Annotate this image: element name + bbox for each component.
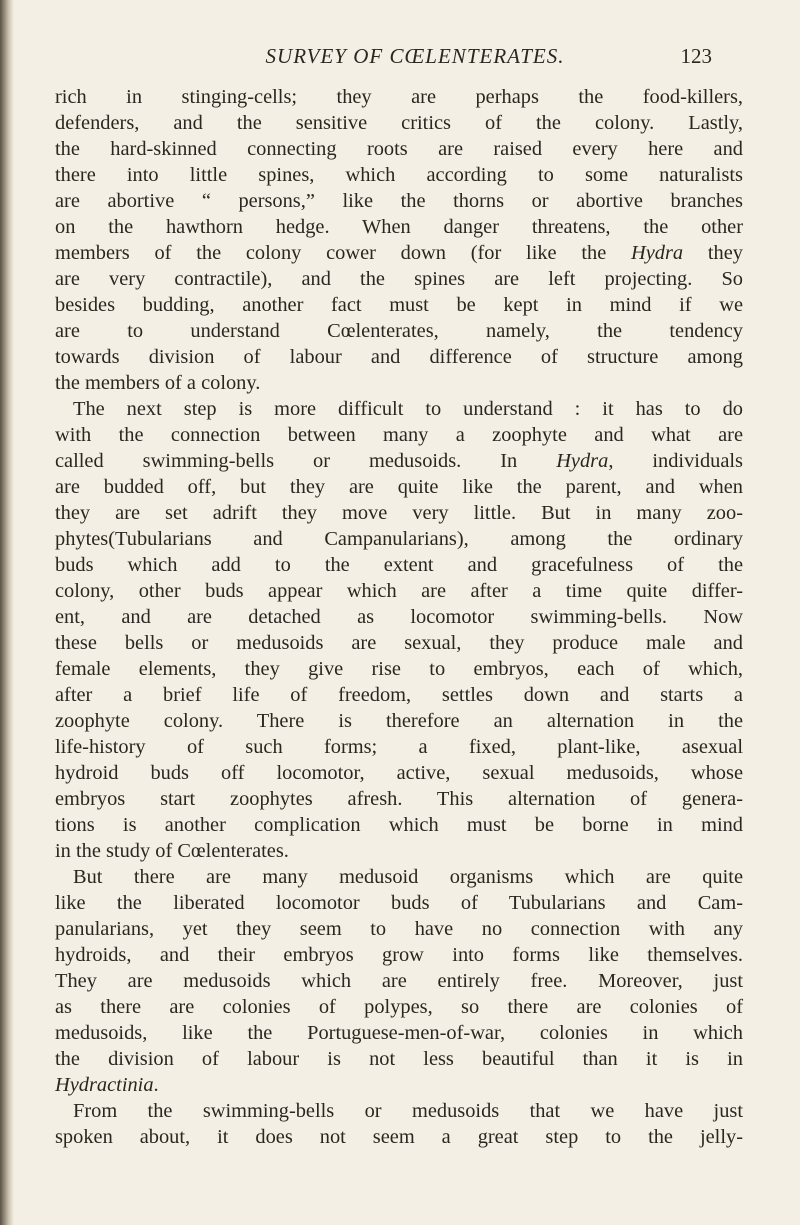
text-line (55, 760, 743, 786)
text-line (55, 84, 743, 110)
text-segment: in the study of Cœlenterates. (55, 840, 289, 862)
text-line (55, 214, 743, 240)
text-segment: , individuals (608, 450, 743, 472)
text-segment: after a brief life of freedom, settles down and starts a (55, 684, 743, 706)
text-line (55, 370, 743, 396)
text-segment: are abortive “ persons,” like the thorns or abortive branches (55, 190, 743, 212)
text-segment: towards division of labour and difference of structure among (55, 346, 743, 368)
italic-term: Hydractinia (55, 1074, 154, 1096)
text-segment: life-history of such forms; a fixed, plant-like, asexual (55, 736, 743, 758)
text-line (55, 578, 743, 604)
text-segment: are to understand Cœlenterates, namely, the tendency (55, 320, 743, 342)
text-line (55, 136, 743, 162)
text-line (55, 994, 743, 1020)
text-line (55, 812, 743, 838)
italic-term: Hydra (556, 450, 609, 472)
text-line (55, 1072, 743, 1098)
text-segment: besides budding, another fact must be kept in mind if we (55, 294, 743, 316)
text-line (55, 448, 743, 474)
text-segment: defenders, and the sensitive critics of the colony. Lastly, (55, 112, 743, 134)
text-line (55, 1124, 743, 1150)
text-line (55, 396, 743, 422)
text-segment: . (153, 1074, 159, 1096)
text-segment: rich in stinging-cells; they are perhaps the food-killers, (55, 86, 743, 108)
text-line (55, 1020, 743, 1046)
text-line (55, 1098, 743, 1124)
text-segment: female elements, they give rise to embryos, each of which, (55, 658, 743, 680)
text-line (55, 656, 743, 682)
text-line (55, 500, 743, 526)
text-segment: panularians, yet they seem to have no connection with any (55, 918, 743, 940)
text-segment: The next step is more difficult to understand : it has to do (73, 398, 743, 420)
text-segment: embryos start zoophytes afresh. This alternation of genera- (55, 788, 743, 810)
text-segment: medusoids, like the Portuguese-men-of-war, colonies in which (55, 1022, 743, 1044)
text-segment: From the swimming-bells or medusoids that we have just (73, 1100, 743, 1122)
text-line (55, 734, 743, 760)
text-segment: the members of a colony. (55, 372, 261, 394)
text-segment: spoken about, it does not seem a great step to the jelly- (55, 1126, 743, 1148)
text-line (55, 890, 743, 916)
text-segment: ent, and are detached as locomotor swimming-bells. Now (55, 606, 743, 628)
text-segment: phytes(Tubularians and Campanularians), among the ordinary (55, 528, 743, 550)
text-segment: colony, other buds appear which are after a time quite differ- (55, 580, 743, 602)
text-segment: buds which add to the extent and gracefulness of the (55, 554, 743, 576)
text-segment: they (683, 242, 743, 264)
running-head: SURVEY OF CŒLENTERATES. (265, 44, 565, 68)
text-line (55, 604, 743, 630)
text-line (55, 110, 743, 136)
text-line (55, 552, 743, 578)
text-segment: they are set adrift they move very little. But in many zoo- (55, 502, 743, 524)
text-segment: They are medusoids which are entirely free. Moreover, just (55, 970, 743, 992)
text-line (55, 344, 743, 370)
text-line (55, 786, 743, 812)
text-line (55, 864, 743, 890)
page-binding-edge (0, 0, 14, 1225)
text-segment: hydroid buds off locomotor, active, sexual medusoids, whose (55, 762, 743, 784)
text-line (55, 630, 743, 656)
text-segment: tions is another complication which must be borne in mind (55, 814, 743, 836)
text-line (55, 266, 743, 292)
text-line (55, 526, 743, 552)
text-segment: these bells or medusoids are sexual, they produce male and (55, 632, 743, 654)
text-line (55, 708, 743, 734)
text-segment: the hard-skinned connecting roots are raised every here and (55, 138, 743, 160)
text-segment: there into little spines, which according to some naturalists (55, 164, 743, 186)
italic-term: Hydra (631, 242, 684, 264)
text-line (55, 682, 743, 708)
text-line (55, 474, 743, 500)
text-line (55, 162, 743, 188)
body-text (55, 84, 743, 1150)
text-line (55, 292, 743, 318)
text-segment: are very contractile), and the spines are left projecting. So (55, 268, 743, 290)
text-segment: as there are colonies of polypes, so there are colonies of (55, 996, 743, 1018)
text-line (55, 838, 743, 864)
text-line (55, 188, 743, 214)
text-segment: called swimming-bells or medusoids. In (55, 450, 557, 472)
text-segment: members of the colony cower down (for like the (55, 242, 632, 264)
page-number: 123 (680, 44, 712, 68)
text-line (55, 916, 743, 942)
text-line (55, 942, 743, 968)
text-line (55, 240, 743, 266)
text-segment: are budded off, but they are quite like the parent, and when (55, 476, 743, 498)
text-segment: But there are many medusoid organisms which are quite (73, 866, 743, 888)
text-segment: zoophyte colony. There is therefore an alternation in the (55, 710, 743, 732)
text-line (55, 1046, 743, 1072)
text-line (55, 318, 743, 344)
text-segment: like the liberated locomotor buds of Tubularians and Cam- (55, 892, 743, 914)
text-line (55, 422, 743, 448)
text-line (55, 968, 743, 994)
page-header (0, 44, 800, 74)
text-segment: the division of labour is not less beautiful than it is in (55, 1048, 743, 1070)
text-segment: hydroids, and their embryos grow into forms like themselves. (55, 944, 743, 966)
text-segment: on the hawthorn hedge. When danger threatens, the other (55, 216, 743, 238)
text-segment: with the connection between many a zoophyte and what are (55, 424, 743, 446)
